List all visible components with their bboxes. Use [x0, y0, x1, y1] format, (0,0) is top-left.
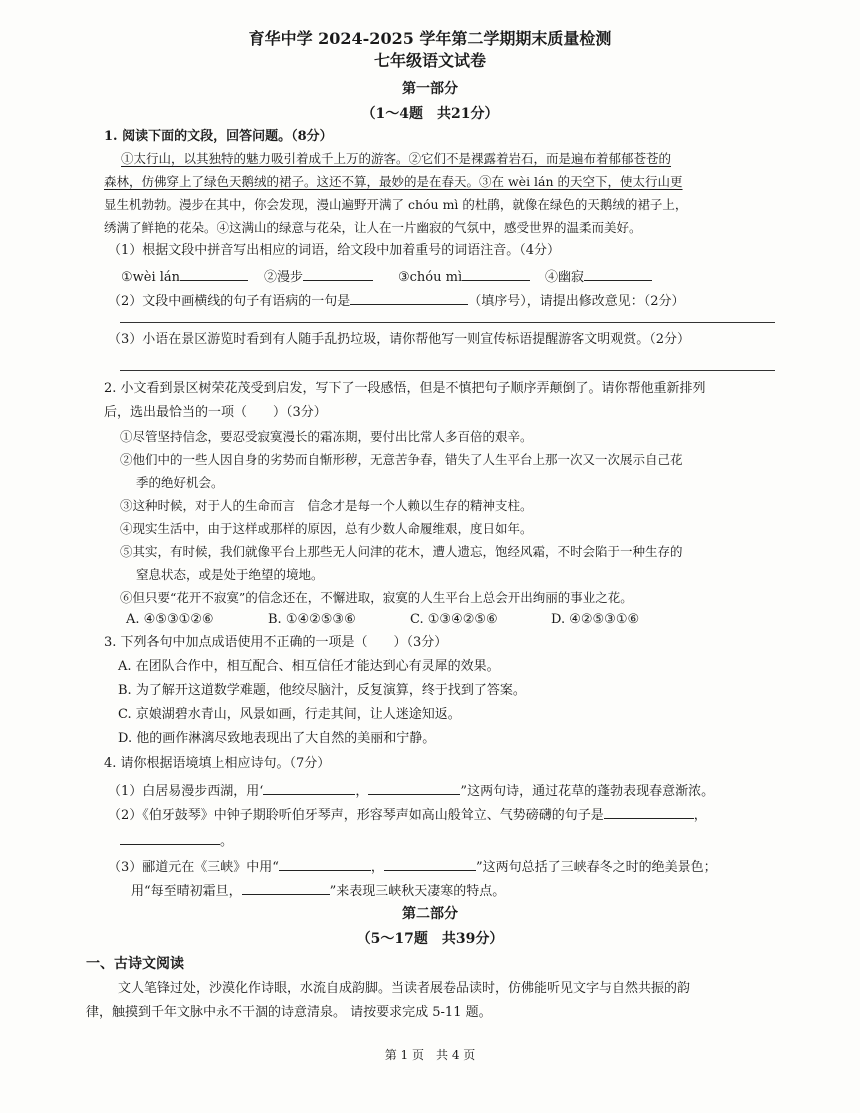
q1-stem: 1. 阅读下面的文段，回答问题。（8分）: [104, 129, 333, 144]
q3-option[interactable]: B. 为了解开这道数学难题，他绞尽脑汁，反复演算，终于找到了答案。: [118, 683, 526, 698]
page-number: 第 1 页 共 4 页: [384, 1048, 476, 1062]
q1-sub1-item: ①wèi lán: [121, 266, 248, 287]
q2-sentence: 窒息状态，或是处于绝望的境地。: [136, 567, 324, 582]
q1-sub1-item: ②漫步: [264, 266, 373, 287]
q1-sub1: （1）根据文段中拼音写出相应的词语，给文段中加着重号的词语注音。（4分）: [108, 243, 561, 258]
q1-passage-line: 森林，仿佛穿上了绿色天鹅绒的裙子。这还不算，最妙的是在春天。③在 wèi lán 的天空下，使太行山更: [104, 174, 683, 189]
q2-stem: 后，选出最恰当的一项（ ）（3分）: [104, 405, 327, 420]
answer-line[interactable]: [120, 370, 775, 371]
part2-range: （5～17题 共39分）: [356, 931, 504, 947]
q4-sub3-continued: 用“每至晴初霜旦， ”来表现三峡秋天凄寒的特点。: [131, 880, 505, 901]
q2-sentence: ③这种时候，对于人的生命而言 信念才是每一个人赖以生存的精神支柱。: [120, 498, 533, 513]
q4-sub2-continued: 。: [120, 830, 233, 851]
q2-option[interactable]: B. ①④②⑤③⑥: [268, 612, 356, 627]
section-heading: 一、古诗文阅读: [86, 956, 184, 972]
q4-stem: 4. 请你根据语境填上相应诗句。（7分）: [104, 756, 331, 771]
q2-sentence: ①尽管坚持信念，要忍受寂寞漫长的霜冻期，要付出比常人多百倍的艰辛。: [120, 429, 533, 444]
part1-title: 第一部分: [402, 81, 458, 97]
q4-sub2: （2）《伯牙鼓琴》中钟子期聆听伯牙琴声，形容琴声如高山般耸立、气势磅礴的句子是 ，: [108, 804, 707, 825]
answer-line[interactable]: [120, 322, 775, 323]
q3-stem: 3. 下列各句中加点成语使用不正确的一项是（ ）（3分）: [104, 635, 448, 650]
q2-sentence: ⑥但只要“花开不寂寞”的信念还在，不懈进取，寂寞的人生平台上总会开出绚丽的事业之花。: [120, 590, 633, 605]
q2-option[interactable]: D. ④②⑤③①⑥: [551, 612, 640, 627]
q1-sub2: （2）文段中画横线的句子有语病的一句是 （填序号），请提出修改意见：（2分）: [108, 290, 685, 311]
q2-sentence: ②他们中的一些人因自身的劣势而自惭形秽，无意苦争春，错失了人生平台上那一次又一次展示自己花: [120, 452, 683, 467]
q2-option[interactable]: C. ①③④②⑤⑥: [410, 612, 498, 627]
q1-passage-line: ①太行山，以其独特的魅力吸引着成千上万的游客。②它们不是裸露着岩石，而是遍布着郁郁苍苍的: [121, 151, 672, 166]
q1-passage-line: 显生机勃勃。漫步在其中，你会发现，漫山遍野开满了 chóu mì 的杜鹃，就像在绿色的天鹅绒的裙子上，: [104, 197, 688, 212]
q1-passage-line: 绣满了鲜艳的花朵。④这满山的绿意与花朵，让人在一片幽寂的气氛中，感受世界的温柔而美好。: [104, 220, 642, 235]
section-intro: 律，触摸到千年文脉中永不干涸的诗意清泉。 请按要求完成 5-11 题。: [86, 1005, 492, 1020]
exam-title: 育华中学 2024-2025 学年第二学期期末质量检测: [248, 29, 612, 48]
q1-sub1-item: ③chóu mì: [398, 266, 530, 287]
q2-option[interactable]: A. ④⑤③①②⑥: [126, 612, 214, 627]
q3-option[interactable]: A. 在团队合作中，相互配合、相互信任才能达到心有灵犀的效果。: [118, 659, 500, 674]
part1-range: （1～4题 共21分）: [361, 106, 499, 122]
q2-stem: 2. 小文看到景区树荣花茂受到启发，写下了一段感悟，但是不慎把句子顺序弄颠倒了。请你帮他重新排列: [104, 381, 706, 396]
q2-sentence: 季的绝好机会。: [136, 475, 224, 490]
q1-sub3: （3）小语在景区游览时看到有人随手乱扔垃圾，请你帮他写一则宣传标语提醒游客文明观赏。（2分）: [108, 332, 691, 347]
exam-subtitle: 七年级语文试卷: [373, 51, 486, 70]
q2-sentence: ④现实生活中，由于这样或那样的原因，总有少数人命履维艰，度日如年。: [120, 521, 533, 536]
q4-sub1: （1）白居易漫步西湖，用‘ ， ”这两句诗，通过花草的蓬勃表现春意渐浓。: [108, 780, 714, 801]
q1-sub1-item: ④幽寂: [545, 266, 652, 287]
section-intro: 文人笔锋过处，沙漠化作诗眼，水流自成韵脚。当读者展卷品读时，仿佛能听见文字与自然共振的韵: [118, 981, 691, 996]
part2-title: 第二部分: [402, 906, 458, 922]
q3-option[interactable]: D. 他的画作淋漓尽致地表现出了大自然的美丽和宁静。: [118, 731, 436, 746]
q3-option[interactable]: C. 京娘湖碧水青山，风景如画，行走其间，让人迷途知返。: [118, 707, 461, 722]
q2-sentence: ⑤其实，有时候，我们就像平台上那些无人问津的花木，遭人遗忘，饱经风霜，不时会陷于一种生存的: [120, 544, 683, 559]
q4-sub3: （3）郦道元在《三峡》中用“ ， ”这两句总括了三峡春冬之时的绝美景色；: [108, 856, 717, 877]
